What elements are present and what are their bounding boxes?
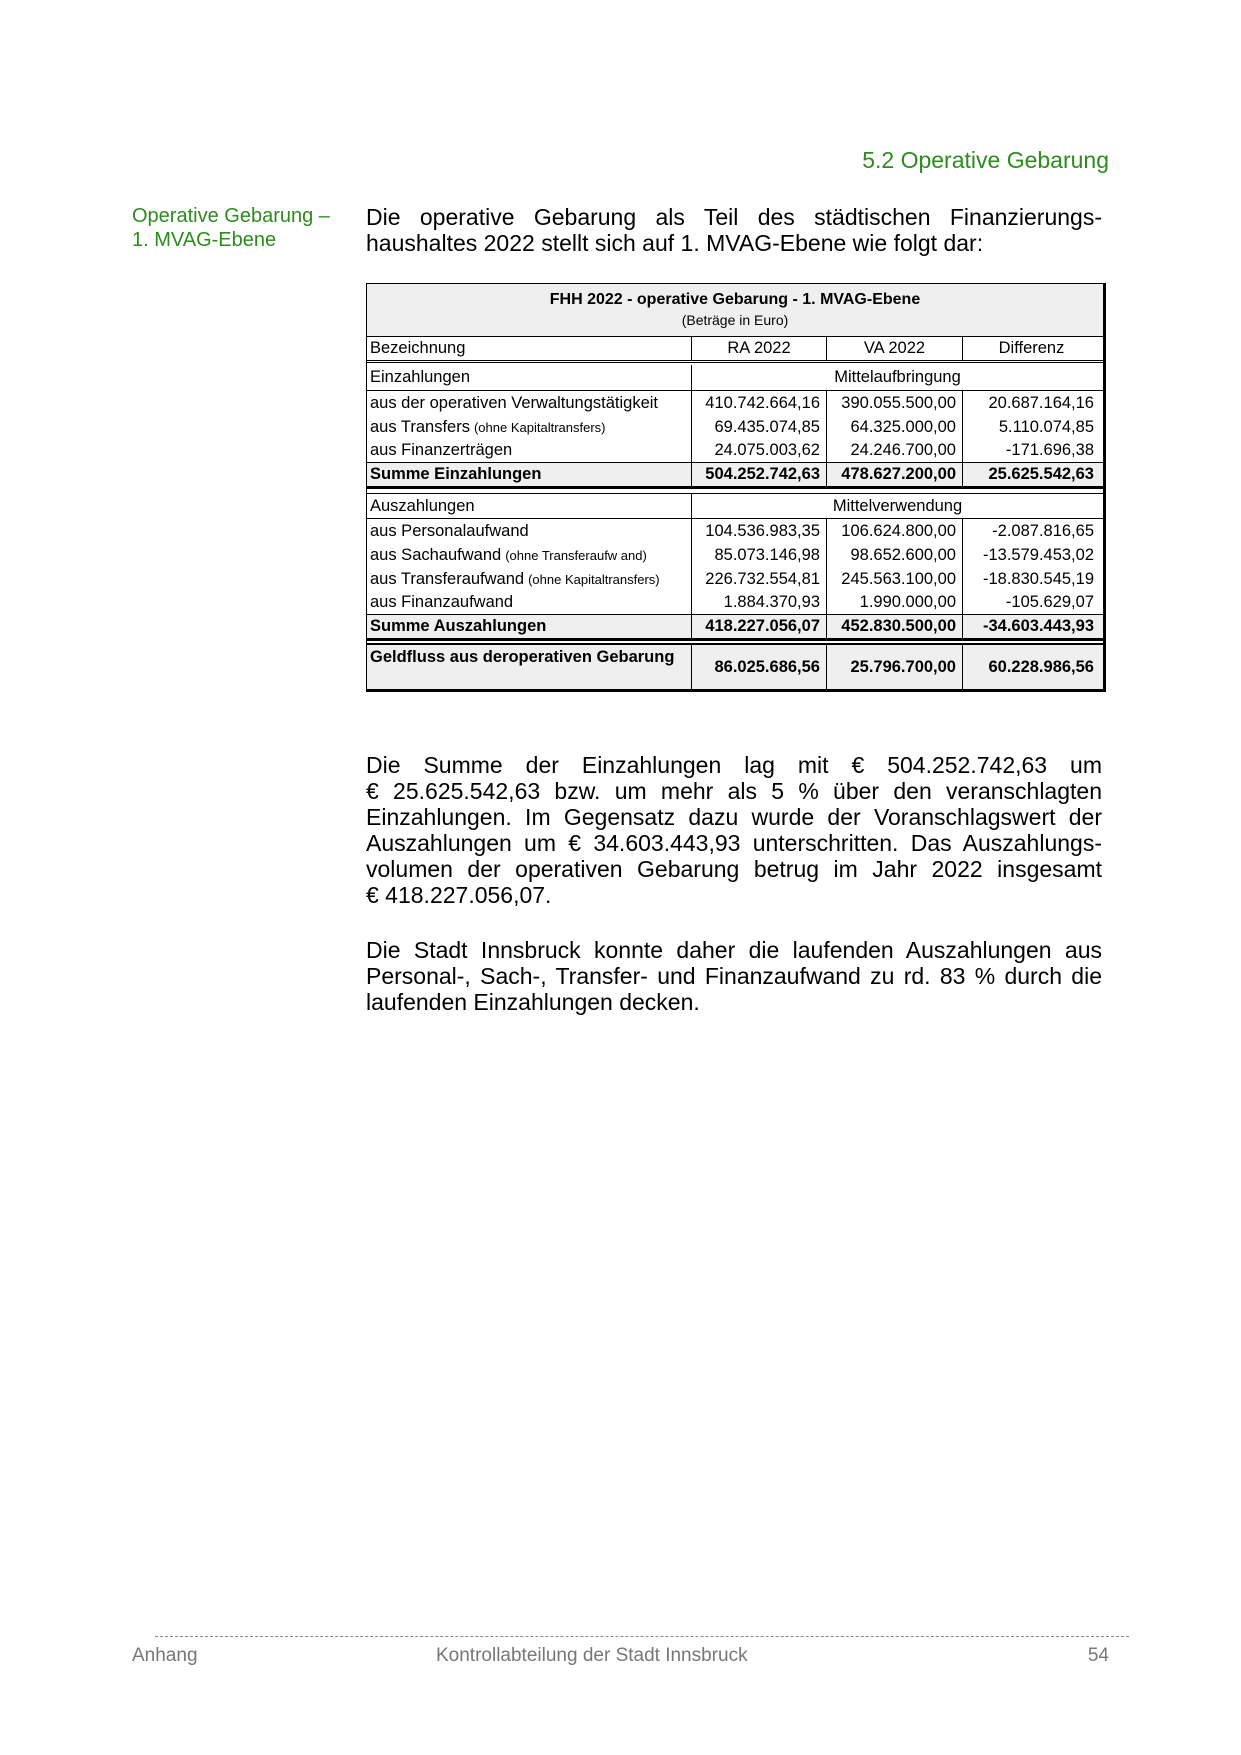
cell-diff: 20.687.164,16 <box>988 393 1094 412</box>
footer-center: Kontrollabteilung der Stadt Innsbruck <box>436 1645 748 1666</box>
row-label <box>367 415 692 439</box>
text-line: laufenden Einzahlungen decken. <box>366 989 700 1015</box>
cell-diff: -171.696,38 <box>1005 441 1094 459</box>
text-line: Auszahlungen um € 34.603.443,93 unterschritten. Das Auszahlungs- <box>366 830 1102 856</box>
text-line: Die Stadt Innsbruck konnte daher die laufenden Auszahlungen aus <box>366 937 1102 963</box>
row-label-text: aus Transferaufwand <box>370 569 525 588</box>
table-row <box>367 519 1103 543</box>
column-header: Differenz <box>998 339 1065 357</box>
row-label: aus Personalaufwand <box>367 519 692 543</box>
table-header <box>367 284 1103 337</box>
row-label-note: (ohne Kapitaltransfers) <box>528 571 660 587</box>
group-row <box>367 365 1103 391</box>
cashflow-row <box>367 643 1103 689</box>
summary-paragraph <box>366 752 1102 908</box>
group-row <box>367 493 1103 519</box>
table-row <box>367 567 1103 591</box>
cell-va: 390.055.500,00 <box>827 391 963 415</box>
table-subtitle: (Beträge in Euro) <box>681 312 789 328</box>
text-line: Personal-, Sach-, Transfer- und Finanzaufwand zu rd. 83 % durch die <box>366 963 1102 989</box>
group-label: Auszahlungen <box>367 494 692 518</box>
table-row <box>367 439 1103 463</box>
cell-ra: 410.742.664,16 <box>692 391 827 415</box>
cell-va: 106.624.800,00 <box>827 519 963 543</box>
side-note-line: Operative Gebarung – <box>132 205 330 227</box>
side-note <box>132 204 362 252</box>
cashflow-label <box>367 645 692 689</box>
table-row <box>367 543 1103 567</box>
group-title: Mittelverwendung <box>832 496 963 515</box>
text-line: € 25.625.542,63 bzw. um mehr als 5 % über den veranschlagten <box>366 778 1102 804</box>
cell-diff: 25.625.542,63 <box>988 465 1094 483</box>
column-header: RA 2022 <box>692 337 827 360</box>
side-note-line: 1. MVAG-Ebene <box>132 229 277 251</box>
cell-ra: 1.884.370,93 <box>692 591 827 614</box>
cell-diff: -18.830.545,19 <box>982 569 1094 588</box>
column-header-row <box>367 337 1103 363</box>
finance-table <box>366 283 1106 692</box>
sum-row <box>367 463 1103 489</box>
footer-left: Anhang <box>132 1645 198 1666</box>
row-label <box>367 543 692 567</box>
sum-label: Summe Einzahlungen <box>367 463 692 486</box>
row-label-note: (ohne Transferaufw and) <box>505 547 647 563</box>
page-number: 54 <box>1087 1645 1109 1666</box>
cell-ra: 226.732.554,81 <box>692 567 827 591</box>
text-line: € 418.227.056,07. <box>366 882 552 908</box>
cell-va: 24.246.700,00 <box>827 439 963 462</box>
cell-va: 98.652.600,00 <box>827 543 963 567</box>
sum-label: Summe Auszahlungen <box>367 615 692 638</box>
cell-ra: 418.227.056,07 <box>692 615 827 638</box>
cell-diff: 60.228.986,56 <box>988 657 1094 676</box>
cell-ra: 104.536.983,35 <box>692 519 827 543</box>
row-label <box>367 567 692 591</box>
table-row <box>367 415 1103 439</box>
cell-ra: 86.025.686,56 <box>692 645 827 689</box>
cell-va: 64.325.000,00 <box>827 415 963 439</box>
text-line: volumen der operativen Gebarung betrug im Jahr 2022 insgesamt <box>366 856 1102 882</box>
conclusion-paragraph <box>366 937 1102 1015</box>
column-header: Bezeichnung <box>367 337 692 360</box>
text-line: Einzahlungen. Im Gegensatz dazu wurde der Voranschlagswert der <box>366 804 1102 830</box>
cell-diff: -13.579.453,02 <box>982 545 1094 564</box>
footer-divider <box>155 1636 1129 1637</box>
table-title: FHH 2022 - operative Gebarung - 1. MVAG-Ebene <box>549 291 921 308</box>
row-label-text: aus Transfers <box>370 417 470 436</box>
cell-va: 1.990.000,00 <box>827 591 963 614</box>
group-label: Einzahlungen <box>367 365 692 390</box>
cell-diff: -34.603.443,93 <box>982 617 1094 635</box>
cell-va: 478.627.200,00 <box>827 463 963 486</box>
cell-diff: -105.629,07 <box>1005 593 1094 611</box>
text-line: Die Summe der Einzahlungen lag mit € 504.252.742,63 um <box>366 752 1102 778</box>
row-label-note: (ohne Kapitaltransfers) <box>473 419 606 435</box>
cell-diff: -2.087.816,65 <box>992 521 1094 540</box>
table-row <box>367 391 1103 415</box>
cell-ra: 85.073.146,98 <box>692 543 827 567</box>
cell-ra: 69.435.074,85 <box>692 415 827 439</box>
cell-ra: 24.075.003,62 <box>692 439 827 462</box>
row-label-text: aus Sachaufwand <box>370 545 502 564</box>
row-label: aus der operativen Verwaltungstätigkeit <box>367 391 692 415</box>
column-header: VA 2022 <box>827 337 963 360</box>
sum-row <box>367 615 1103 641</box>
cell-va: 245.563.100,00 <box>827 567 963 591</box>
cell-va: 452.830.500,00 <box>827 615 963 638</box>
intro-paragraph <box>366 204 1102 256</box>
group-title: Mittelaufbringung <box>834 368 961 386</box>
text-line: Die operative Gebarung als Teil des städtischen Finanzierungs- <box>366 204 1102 230</box>
cell-va: 25.796.700,00 <box>827 645 963 689</box>
cell-ra: 504.252.742,63 <box>692 463 827 486</box>
row-label: aus Finanzaufwand <box>367 591 692 614</box>
section-title: 5.2 Operative Gebarung <box>862 147 1109 173</box>
text-line: haushaltes 2022 stellt sich auf 1. MVAG-Ebene wie folgt dar: <box>366 230 984 256</box>
cashflow-label-line: operativen Gebarung <box>508 648 675 666</box>
cashflow-label-line: Geldfluss aus der <box>370 648 509 666</box>
cell-diff: 5.110.074,85 <box>998 417 1094 436</box>
table-row <box>367 591 1103 615</box>
row-label: aus Finanzerträgen <box>367 439 692 462</box>
